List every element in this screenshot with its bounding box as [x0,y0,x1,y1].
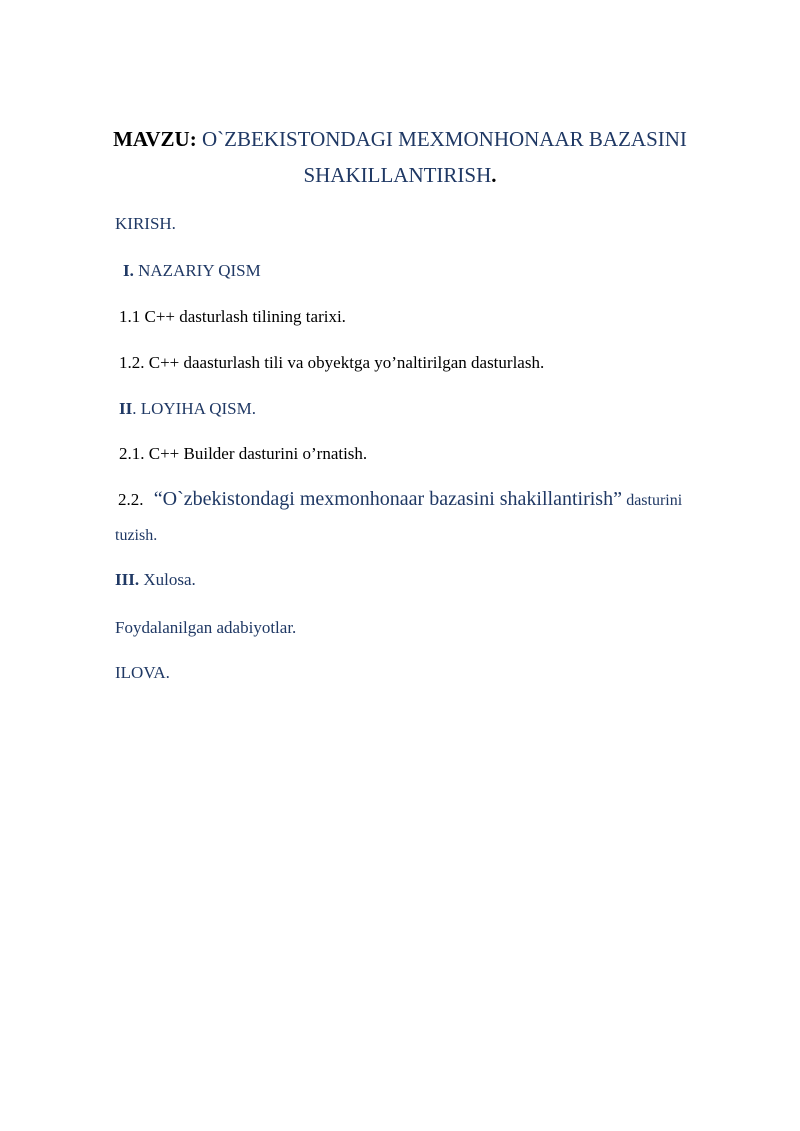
toc-section-1 [123,261,261,281]
toc-item-2-2-wrap: tuzish. [115,527,158,544]
document-title-line-2 [0,162,800,188]
section-2-title: . LOYIHA QISM. [132,399,256,418]
section-1-number: I. [123,261,134,280]
toc-item-1-2: 1.2. C++ daasturlash tili va obyektga yo’naltirilgan dasturlash. [119,353,545,372]
toc-section-3 [115,570,196,590]
toc-item-2-2 [118,489,682,511]
item-2-2-number: 2.2. [118,490,144,509]
toc-item-1-1: 1.1 C++ dasturlash tilining tarixi. [119,307,346,326]
title-end-dot: . [491,163,497,187]
section-3-title: Xulosa. [143,570,196,589]
item-2-2-quoted-title: “O`zbekistondagi mexmonhonaar bazasini shakillantirish” [153,488,622,510]
section-3-number: III. [115,570,140,589]
toc-section-2 [119,399,256,419]
toc-item-2-1: 2.1. C++ Builder dasturini o’rnatish. [119,444,368,463]
toc-references: Foydalanilgan adabiyotlar. [115,618,297,637]
title-text-line-1: O`ZBEKISTONDAGI MEXMONHONAAR BAZASINI [201,127,687,151]
section-1-title: NAZARIY QISM [138,261,261,280]
toc-appendix: ILOVA. [115,663,170,682]
item-2-2-tail: dasturini [626,492,683,509]
toc-introduction: KIRISH. [115,214,176,233]
title-label: MAVZU: [113,127,197,151]
section-2-number: II [119,399,133,418]
title-text-line-2: SHAKILLANTIRISH [303,163,492,187]
document-title-line-1 [0,126,800,152]
